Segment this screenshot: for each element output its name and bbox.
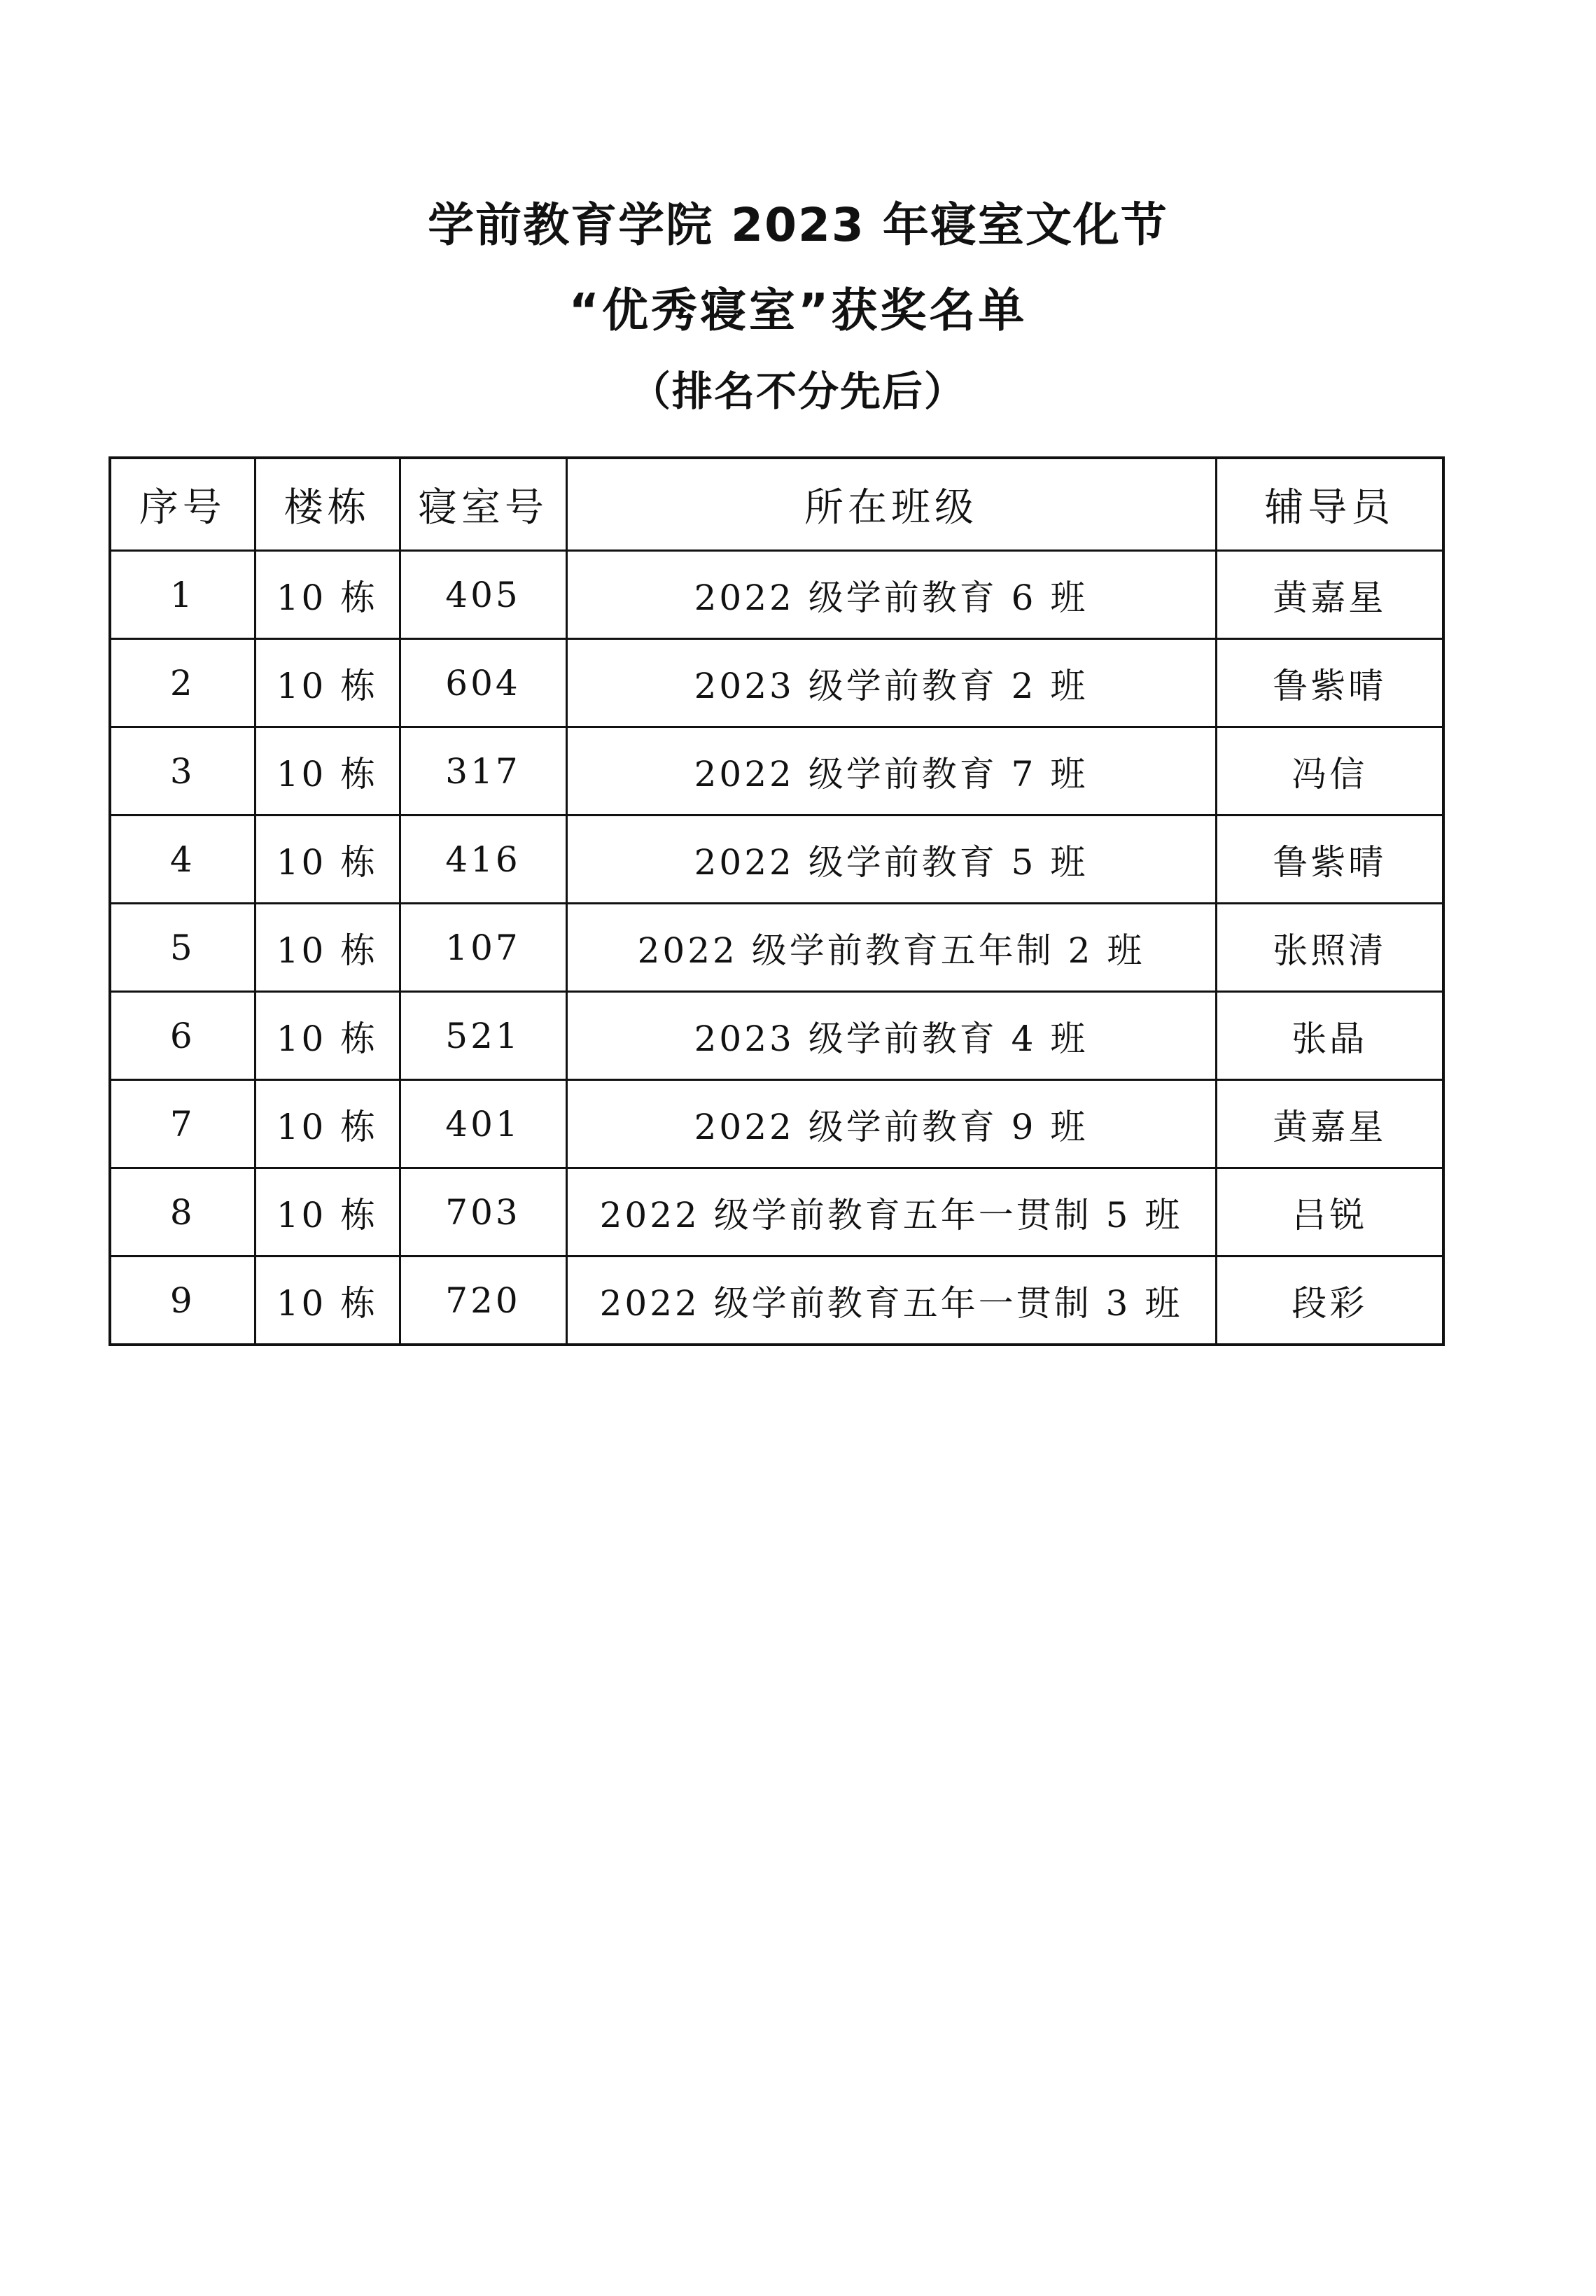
header-building: 楼栋	[255, 458, 400, 551]
cell-building: 10 栋	[255, 816, 400, 904]
cell-class: 2022 级学前教育 7 班	[566, 727, 1216, 816]
table-row	[110, 816, 1443, 904]
cell-building: 10 栋	[255, 639, 400, 727]
table-header-row	[110, 458, 1443, 551]
cell-index: 6	[110, 992, 255, 1080]
cell-index: 2	[110, 639, 255, 727]
cell-class: 2023 级学前教育 2 班	[566, 639, 1216, 727]
header-index: 序号	[110, 458, 255, 551]
cell-counselor: 鲁紫晴	[1216, 816, 1443, 904]
cell-building: 10 栋	[255, 992, 400, 1080]
cell-class: 2022 级学前教育五年制 2 班	[566, 904, 1216, 992]
cell-class: 2022 级学前教育 5 班	[566, 816, 1216, 904]
cell-building: 10 栋	[255, 1256, 400, 1345]
table-header	[110, 458, 1443, 551]
table-row	[110, 551, 1443, 639]
table-row	[110, 727, 1443, 816]
cell-counselor: 吕锐	[1216, 1168, 1443, 1256]
cell-room: 405	[400, 551, 566, 639]
table-row	[110, 992, 1443, 1080]
cell-class: 2022 级学前教育 9 班	[566, 1080, 1216, 1168]
table-row	[110, 1080, 1443, 1168]
cell-counselor: 张晶	[1216, 992, 1443, 1080]
cell-building: 10 栋	[255, 1168, 400, 1256]
cell-room: 703	[400, 1168, 566, 1256]
cell-building: 10 栋	[255, 904, 400, 992]
cell-counselor: 冯信	[1216, 727, 1443, 816]
cell-class: 2023 级学前教育 4 班	[566, 992, 1216, 1080]
cell-building: 10 栋	[255, 551, 400, 639]
table-body	[110, 551, 1443, 1345]
document-subtitle: “优秀寝室”获奖名单	[568, 284, 1028, 337]
document-note: （排名不分先后）	[629, 368, 966, 415]
cell-room: 317	[400, 727, 566, 816]
cell-class: 2022 级学前教育五年一贯制 3 班	[566, 1256, 1216, 1345]
cell-counselor: 段彩	[1216, 1256, 1443, 1345]
cell-class: 2022 级学前教育五年一贯制 5 班	[566, 1168, 1216, 1256]
cell-counselor: 黄嘉星	[1216, 1080, 1443, 1168]
cell-class: 2022 级学前教育 6 班	[566, 551, 1216, 639]
cell-building: 10 栋	[255, 1080, 400, 1168]
header-room: 寝室号	[400, 458, 566, 551]
cell-room: 416	[400, 816, 566, 904]
cell-index: 1	[110, 551, 255, 639]
table-row	[110, 904, 1443, 992]
table-row	[110, 1168, 1443, 1256]
cell-building: 10 栋	[255, 727, 400, 816]
table-row	[110, 639, 1443, 727]
document-title: 学前教育学院 2023 年寝室文化节	[428, 198, 1168, 252]
cell-index: 8	[110, 1168, 255, 1256]
cell-room: 521	[400, 992, 566, 1080]
cell-index: 4	[110, 816, 255, 904]
cell-index: 3	[110, 727, 255, 816]
cell-index: 5	[110, 904, 255, 992]
cell-room: 604	[400, 639, 566, 727]
cell-room: 401	[400, 1080, 566, 1168]
table-row	[110, 1256, 1443, 1345]
cell-room: 107	[400, 904, 566, 992]
cell-index: 7	[110, 1080, 255, 1168]
header-counselor: 辅导员	[1216, 458, 1443, 551]
cell-index: 9	[110, 1256, 255, 1345]
cell-room: 720	[400, 1256, 566, 1345]
awards-table	[108, 456, 1445, 1346]
cell-counselor: 张照清	[1216, 904, 1443, 992]
cell-counselor: 鲁紫晴	[1216, 639, 1443, 727]
cell-counselor: 黄嘉星	[1216, 551, 1443, 639]
header-class: 所在班级	[566, 458, 1216, 551]
